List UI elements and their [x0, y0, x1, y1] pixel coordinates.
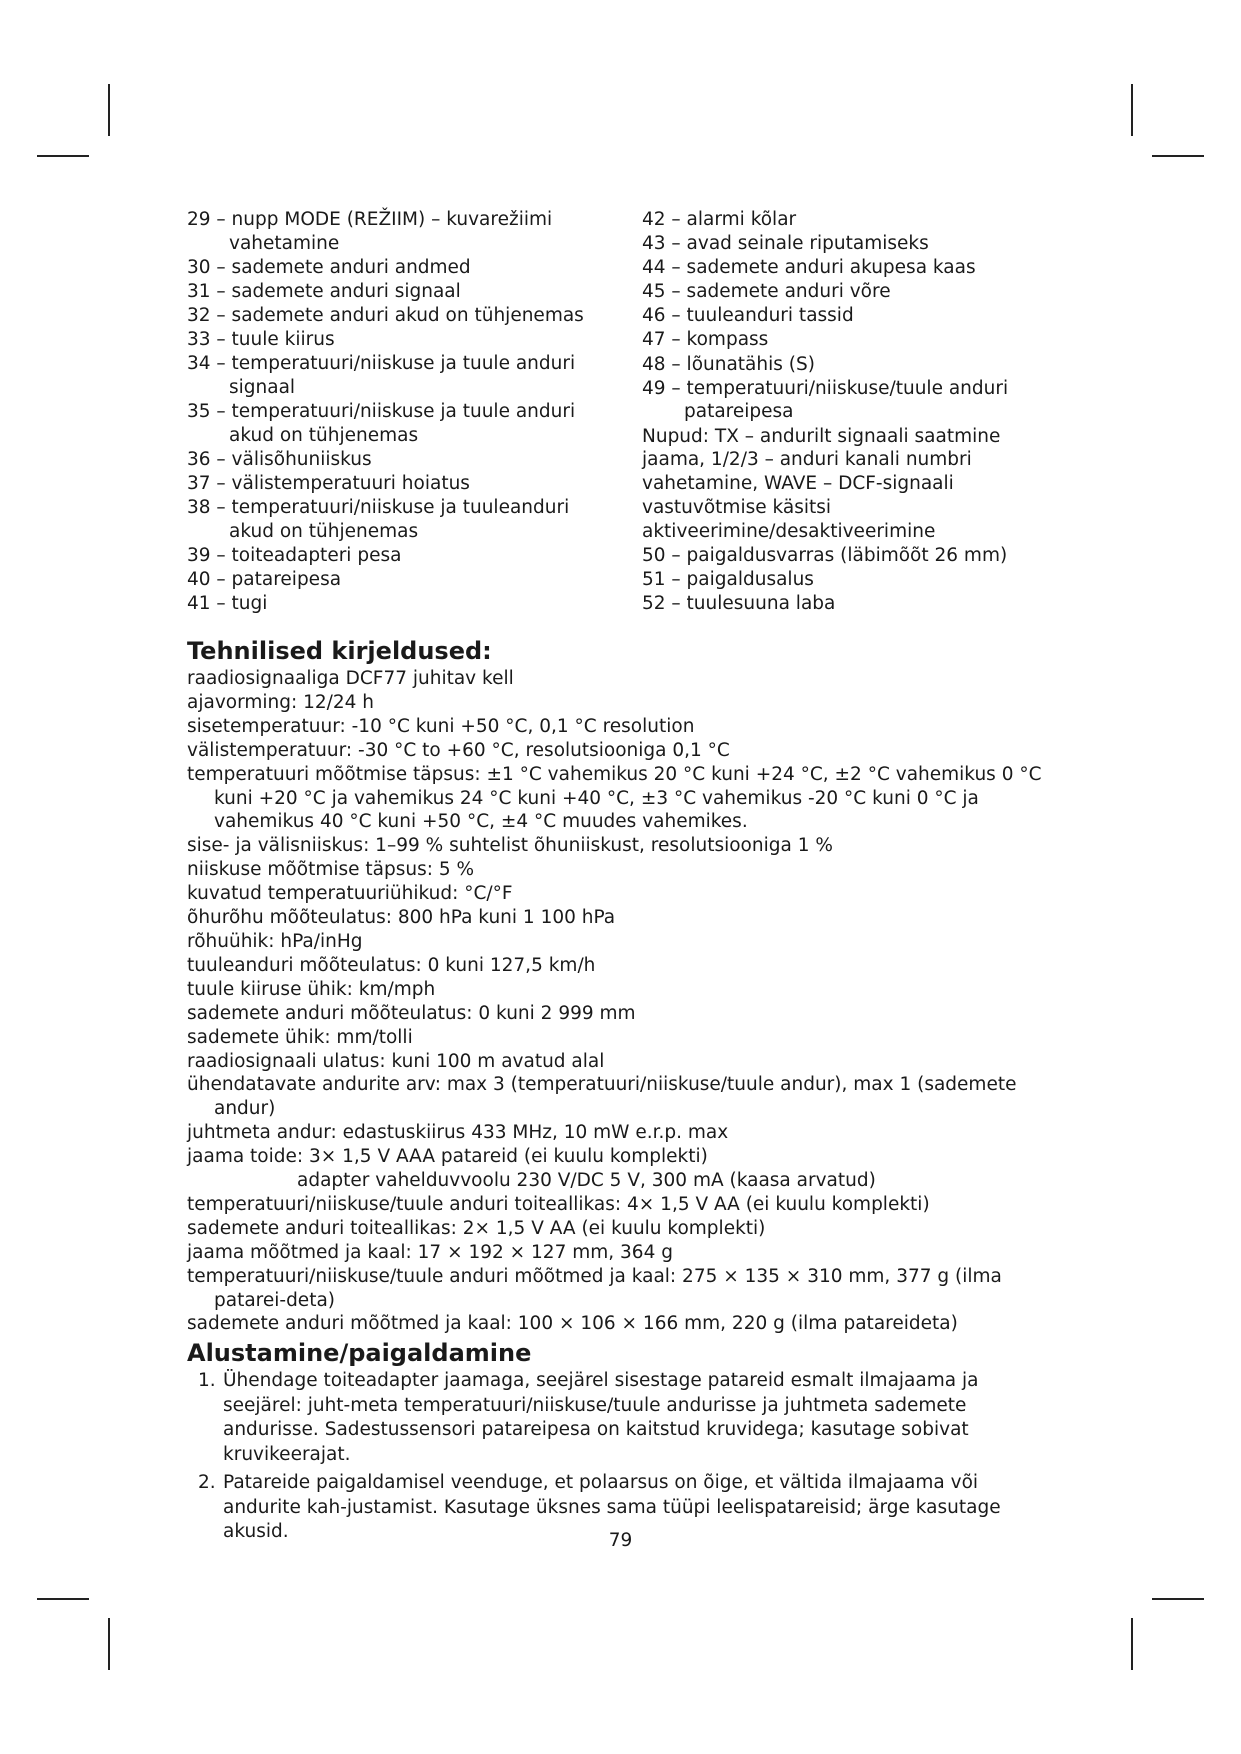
crop-mark-top-left-vertical: [108, 84, 110, 136]
spec-line: tuuleanduri mõõteulatus: 0 kuni 127,5 km/h: [187, 954, 596, 976]
legend-item: 40 – patareipesa: [187, 569, 342, 591]
spec-line: välistemperatuur: -30 °C to +60 °C, resolutsiooniga 0,1 °C: [187, 739, 730, 761]
spec-line: juhtmeta andur: edastuskiirus 433 MHz, 10 mW e.r.p. max: [187, 1122, 729, 1144]
spec-line: temperatuuri/niiskuse/tuule anduri mõõtmed ja kaal: 275 × 135 × 310 mm, 377 g (ilma patarei-deta): [187, 1265, 1002, 1311]
legend-item: 48 – lõunatähis (S): [642, 353, 815, 375]
spec-line: raadiosignaaliga DCF77 juhitav kell: [187, 668, 514, 689]
spec-line: niiskuse mõõtmise täpsus: 5 %: [187, 859, 475, 881]
crop-mark-top-left-horizontal: [37, 155, 89, 157]
spec-line: jaama mõõtmed ja kaal: 17 × 192 × 127 mm, 364 g: [187, 1241, 673, 1263]
crop-mark-bottom-left-vertical: [108, 1618, 110, 1670]
legend-item: 52 – tuulesuuna laba: [642, 593, 836, 615]
legend-item: 46 – tuuleanduri tassid: [642, 305, 854, 327]
legend-item: 47 – kompass: [642, 329, 769, 351]
spec-line: kuvatud temperatuuriühikud: °C/°F: [187, 883, 513, 905]
step-text: Ühendage toiteadapter jaamaga, seejärel sisestage patareid esmalt ilmajaama ja seejärel: juht-meta temperatuuri/niiskuse/tuule andurisse ja juhtmeta sademete andurisse. Sadestussensori patareipesa on kaitstud kruvidega; kasutage sobivat kruvikeerajat.: [223, 1370, 979, 1465]
spec-line: sisetemperatuur: -10 °C kuni +50 °C, 0,1 °C resolution: [187, 715, 695, 737]
spec-line: tuule kiiruse ühik: km/mph: [187, 978, 436, 1000]
legend-left-column: [187, 208, 617, 616]
step-number: 1.: [198, 1370, 216, 1391]
spec-line: jaama toide: 3× 1,5 V AAA patareid (ei kuulu komplekti): [187, 1146, 708, 1168]
legend-item: 51 – paigaldusalus: [642, 568, 814, 590]
spec-line: sademete anduri mõõteulatus: 0 kuni 2 999 mm: [187, 1002, 636, 1024]
step-number: 2.: [198, 1472, 216, 1493]
legend-item: 37 – välistemperatuuri hoiatus: [187, 473, 470, 495]
crop-mark-top-right-vertical: [1131, 84, 1133, 136]
setup-step: [187, 1369, 1057, 1467]
crop-mark-bottom-left-horizontal: [37, 1598, 89, 1600]
spec-line: sise- ja välisniiskus: 1–99 % suhtelist õhuniiskust, resolutsiooniga 1 %: [187, 835, 833, 857]
crop-mark-bottom-right-vertical: [1131, 1618, 1133, 1670]
legend-item: 29 – nupp MODE (REŽIIM) – kuvarežiimi vahetamine: [187, 209, 553, 254]
spec-line: temperatuuri/niiskuse/tuule anduri toiteallikas: 4× 1,5 V AA (ei kuulu komplekti): [187, 1193, 930, 1215]
spec-line: raadiosignaali ulatus: kuni 100 m avatud alal: [187, 1050, 605, 1072]
page-number: 79: [608, 1530, 633, 1551]
tech-specs-list: [187, 667, 1067, 1336]
crop-mark-top-right-horizontal: [1152, 155, 1204, 157]
legend-item: 34 – temperatuuri/niiskuse ja tuule anduri signaal: [187, 353, 576, 399]
spec-line: sademete ühik: mm/tolli: [187, 1026, 413, 1048]
legend-item: 38 – temperatuuri/niiskuse ja tuuleanduri akud on tühjenemas: [187, 497, 570, 543]
spec-line: ajavorming: 12/24 h: [187, 691, 375, 713]
crop-mark-bottom-right-horizontal: [1152, 1598, 1204, 1600]
legend-item: 49 – temperatuuri/niiskuse/tuule anduri patareipesa: [642, 377, 1009, 423]
buttons-note: Nupud: TX – andurilt signaali saatmine jaama, 1/2/3 – anduri kanali numbri vahetamine, WAVE – DCF-signaali vastuvõtmise käsitsi aktiveerimine/desaktiveerimine: [642, 425, 1001, 542]
legend-item: 42 – alarmi kõlar: [642, 209, 797, 230]
legend-item: 36 – välisõhuniiskus: [187, 449, 372, 471]
spec-line: sademete anduri toiteallikas: 2× 1,5 V AA (ei kuulu komplekti): [187, 1217, 766, 1239]
legend-item: 30 – sademete anduri andmed: [187, 256, 471, 278]
legend-item: 41 – tugi: [187, 593, 268, 615]
spec-line: õhurõhu mõõteulatus: 800 hPa kuni 1 100 hPa: [187, 907, 616, 929]
spec-line: sademete anduri mõõtmed ja kaal: 100 × 106 × 166 mm, 220 g (ilma patareideta): [187, 1313, 958, 1335]
legend-item: 50 – paigaldusvarras (läbimõõt 26 mm): [642, 544, 1008, 566]
setup-steps: [187, 1369, 1057, 1549]
legend-item: 33 – tuule kiirus: [187, 329, 335, 351]
legend-item: 43 – avad seinale riputamiseks: [642, 233, 929, 255]
tech-specs-heading: Tehnilised kirjeldused:: [187, 637, 492, 665]
legend-right-column: [642, 208, 1062, 616]
spec-line: ühendatavate andurite arv: max 3 (temperatuuri/niiskuse/tuule andur), max 1 (sademete andur): [187, 1074, 1017, 1120]
setup-heading: Alustamine/paigaldamine: [187, 1339, 532, 1367]
spec-line: rõhuühik: hPa/inHg: [187, 930, 363, 952]
legend-item: 32 – sademete anduri akud on tühjenemas: [187, 305, 584, 327]
spec-line: temperatuuri mõõtmise täpsus: ±1 °C vahemikus 20 °C kuni +24 °C, ±2 °C vahemikus 0 °C kuni +20 °C ja vahemikus 24 °C kuni +40 °C, ±3 °C vahemikus -20 °C kuni 0 °C ja vahemikus 40 °C kuni +50 °C, ±4 °C muudes vahemikes.: [187, 763, 1042, 833]
legend-item: 35 – temperatuuri/niiskuse ja tuule anduri akud on tühjenemas: [187, 401, 576, 446]
legend-item: 31 – sademete anduri signaal: [187, 280, 461, 302]
legend-item: 44 – sademete anduri akupesa kaas: [642, 257, 976, 279]
legend-item: 39 – toiteadapteri pesa: [187, 545, 402, 567]
spec-line-continuation: adapter vahelduvvoolu 230 V/DC 5 V, 300 mA (kaasa arvatud): [297, 1170, 876, 1192]
step-text: Patareide paigaldamisel veenduge, et polaarsus on õige, et vältida ilmajaama või andurite kah-justamist. Kasutage üksnes sama tüüpi leelispatareisid; ärge kasutage akusid.: [223, 1472, 1001, 1542]
legend-item: 45 – sademete anduri võre: [642, 281, 891, 303]
